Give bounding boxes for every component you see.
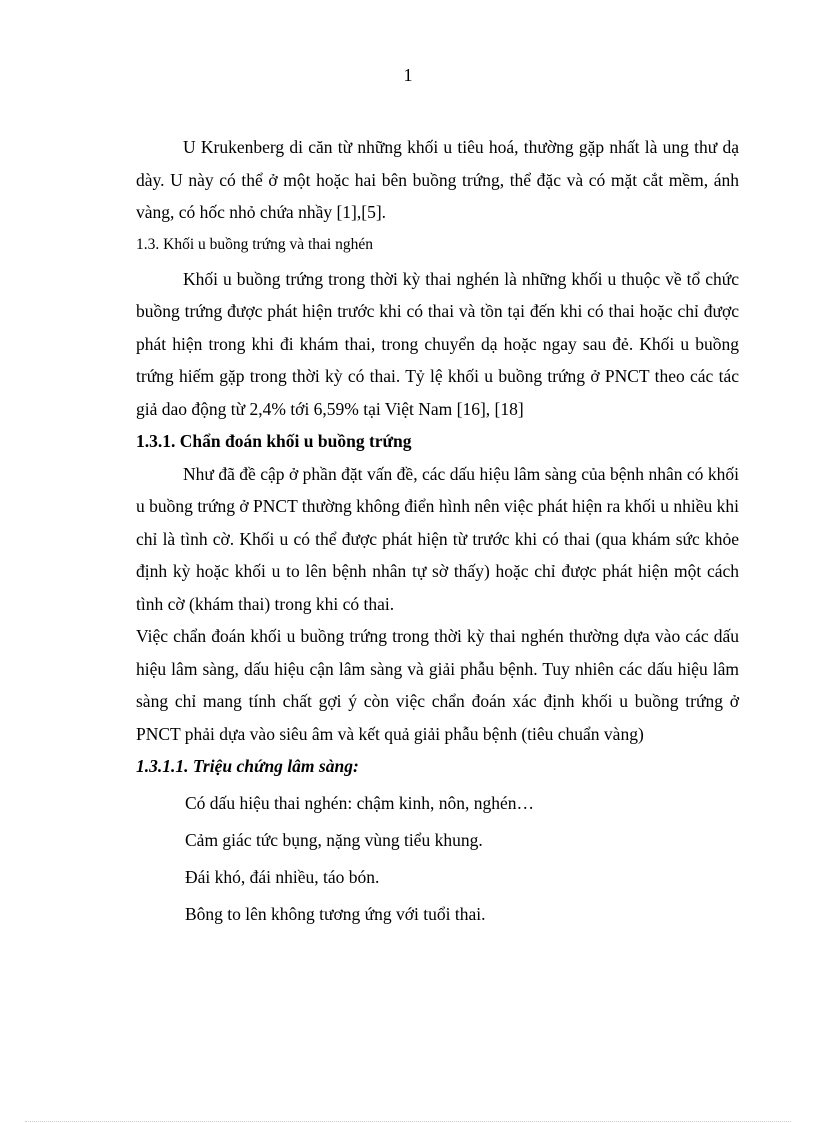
section-heading-1-3: 1.3. Khối u buồng trứng và thai nghén	[136, 235, 373, 253]
section-heading-1-3-1: 1.3.1. Chẩn đoán khối u buồng trứng	[136, 431, 412, 451]
page-bottom-divider	[25, 1121, 791, 1122]
symptom-item: Cảm giác tức bụng, nặng vùng tiểu khung.	[185, 829, 483, 850]
section-heading-1-3-1-1: 1.3.1.1. Triệu chứng lâm sàng:	[136, 756, 359, 776]
section-1-3-paragraph: Khối u buồng trứng trong thời kỳ thai nghén là những khối u thuộc về tổ chức buồng trứng được phát hiện trước khi có thai và tồn tại đến khi có thai hoặc chỉ được phát hiện trong khi đi khám thai, trong chuyển dạ hoặc ngay sau đẻ. Khối u buồng trứng hiếm gặp trong thời kỳ có thai. Tỷ lệ khối u buồng trứng ở PNCT theo các tác giả dao động từ 2,4% tới 6,59% tại Việt Nam [16], [18]	[136, 268, 739, 419]
document-body	[136, 131, 739, 935]
symptom-item: Có dấu hiệu thai nghén: chậm kinh, nôn, nghén…	[185, 792, 534, 813]
section-1-3-1-paragraph-a: Như đã đề cập ở phần đặt vấn đề, các dấu hiệu lâm sàng của bệnh nhân có khối u buồng trứng ở PNCT thường không điển hình nên việc phát hiện ra khối u nhiều khi chỉ là tình cờ. Khối u có thể được phát hiện từ trước khi có thai (qua khám sức khỏe định kỳ hoặc khối u to lên bệnh nhân tự sờ thấy) hoặc chỉ được phát hiện một cách tình cờ (khám thai) trong khi có thai.	[136, 463, 739, 614]
symptom-item: Bông to lên không tương ứng với tuổi thai.	[185, 903, 486, 924]
page-number: 1	[403, 65, 413, 85]
section-1-3-1-paragraph-b: Việc chẩn đoán khối u buồng trứng trong thời kỳ thai nghén thường dựa vào các dấu hiệu lâm sàng, dấu hiệu cận lâm sàng và giải phẫu bệnh. Tuy nhiên các dấu hiệu lâm sàng chỉ mang tính chất gợi ý còn việc chẩn đoán xác định khối u buồng trứng ở PNCT phải dựa vào siêu âm và kết quả giải phẫu bệnh (tiêu chuẩn vàng)	[136, 626, 739, 744]
symptom-item: Đái khó, đái nhiều, táo bón.	[185, 866, 380, 887]
intro-paragraph: U Krukenberg di căn từ những khối u tiêu hoá, thường gặp nhất là ung thư dạ dày. U này có thể ở một hoặc hai bên buồng trứng, thể đặc và có mặt cắt mềm, ánh vàng, có hốc nhỏ chứa nhầy [1],[5].	[136, 137, 739, 222]
